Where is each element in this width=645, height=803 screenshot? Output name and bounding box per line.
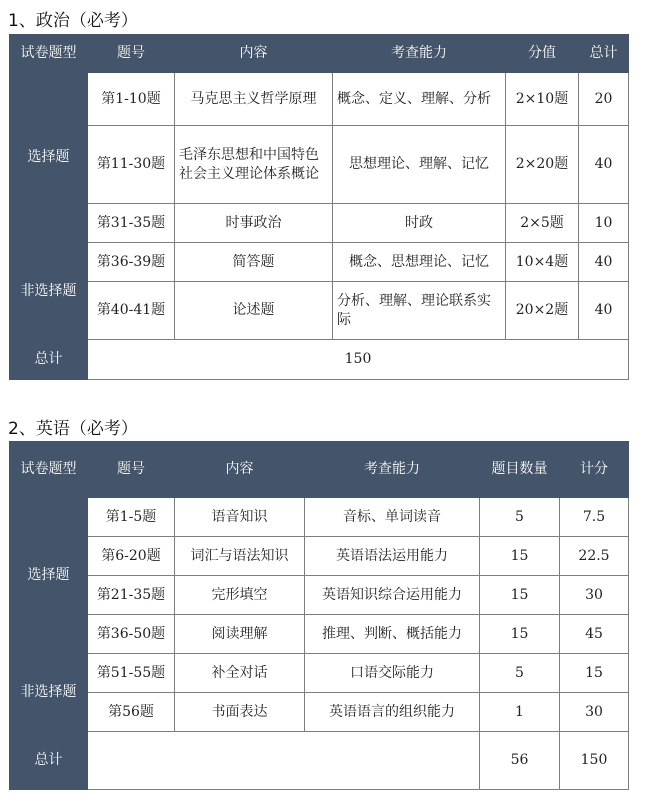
english-exam-table: [9, 441, 629, 790]
header-question-number: 题号: [88, 35, 175, 73]
score: 10×4题: [506, 243, 579, 282]
score: 2×20题: [506, 126, 579, 204]
content: 简答题: [175, 243, 333, 282]
score: 22.5: [560, 537, 629, 576]
question-count: 5: [480, 654, 560, 693]
ability: 时政: [333, 204, 506, 243]
section-title-english: 2、英语（必考）: [8, 419, 138, 439]
score: 2×5题: [506, 204, 579, 243]
total-count: 56: [480, 732, 560, 790]
total: 40: [579, 126, 629, 204]
table-row: [10, 537, 629, 576]
question-number: 第51-55题: [88, 654, 175, 693]
total-value: 150: [88, 340, 629, 380]
question-number: 第21-35题: [88, 576, 175, 615]
question-type-choice: 选择题: [10, 498, 88, 654]
total-label: 总计: [10, 732, 88, 790]
table-row: [10, 73, 629, 126]
ability: 推理、判断、概括能力: [305, 615, 480, 654]
question-count: 15: [480, 537, 560, 576]
table-header-row: [10, 442, 629, 498]
header-question-type: 试卷题型: [10, 35, 88, 73]
table-row: [10, 576, 629, 615]
header-ability: 考查能力: [333, 35, 506, 73]
question-number: 第36-39题: [88, 243, 175, 282]
total-row: [10, 340, 629, 380]
content: 时事政治: [175, 204, 333, 243]
question-count: 5: [480, 498, 560, 537]
question-number: 第40-41题: [88, 282, 175, 340]
header-ability: 考查能力: [305, 442, 480, 498]
question-count: 15: [480, 615, 560, 654]
header-content: 内容: [175, 35, 333, 73]
total-empty-cell: [88, 732, 480, 790]
ability: 概念、定义、理解、分析: [333, 73, 506, 126]
ability: 英语知识综合运用能力: [305, 576, 480, 615]
question-type-non-choice: 非选择题: [10, 243, 88, 340]
content: 论述题: [175, 282, 333, 340]
table-row: [10, 615, 629, 654]
header-score: 计分: [560, 442, 629, 498]
question-count: 15: [480, 576, 560, 615]
header-content: 内容: [175, 442, 305, 498]
score: 7.5: [560, 498, 629, 537]
total: 10: [579, 204, 629, 243]
score: 45: [560, 615, 629, 654]
table-row: [10, 243, 629, 282]
score: 20×2题: [506, 282, 579, 340]
header-question-count: 题目数量: [480, 442, 560, 498]
question-number: 第56题: [88, 693, 175, 732]
question-number: 第36-50题: [88, 615, 175, 654]
content: 书面表达: [175, 693, 305, 732]
question-count: 1: [480, 693, 560, 732]
header-question-type: 试卷题型: [10, 442, 88, 498]
content: 马克思主义哲学原理: [175, 73, 333, 126]
total-label: 总计: [10, 340, 88, 380]
table-row: [10, 654, 629, 693]
content: 语音知识: [175, 498, 305, 537]
ability: 概念、思想理论、记忆: [333, 243, 506, 282]
content: 阅读理解: [175, 615, 305, 654]
header-score: 分值: [506, 35, 579, 73]
table-row: [10, 126, 629, 204]
ability: 分析、理解、理论联系实际: [333, 282, 506, 340]
content: 完形填空: [175, 576, 305, 615]
score: 30: [560, 576, 629, 615]
header-question-number: 题号: [88, 442, 175, 498]
ability: 音标、单词读音: [305, 498, 480, 537]
section-title-politics: 1、政治（必考）: [8, 11, 138, 31]
table-header-row: [10, 35, 629, 73]
table-row: [10, 204, 629, 243]
score: 15: [560, 654, 629, 693]
table-row: [10, 498, 629, 537]
total: 40: [579, 282, 629, 340]
politics-exam-table: [9, 34, 629, 380]
total: 20: [579, 73, 629, 126]
content: 毛泽东思想和中国特色社会主义理论体系概论: [175, 126, 333, 204]
question-number: 第31-35题: [88, 204, 175, 243]
ability: 思想理论、理解、记忆: [333, 126, 506, 204]
score: 30: [560, 693, 629, 732]
question-number: 第1-5题: [88, 498, 175, 537]
header-total: 总计: [579, 35, 629, 73]
total-score: 150: [560, 732, 629, 790]
ability: 英语语法运用能力: [305, 537, 480, 576]
question-type-choice: 选择题: [10, 73, 88, 243]
question-type-non-choice: 非选择题: [10, 654, 88, 732]
table-row: [10, 282, 629, 340]
question-number: 第6-20题: [88, 537, 175, 576]
score: 2×10题: [506, 73, 579, 126]
table-row: [10, 693, 629, 732]
total: 40: [579, 243, 629, 282]
total-row: [10, 732, 629, 790]
question-number: 第11-30题: [88, 126, 175, 204]
question-number: 第1-10题: [88, 73, 175, 126]
content: 补全对话: [175, 654, 305, 693]
content: 词汇与语法知识: [175, 537, 305, 576]
ability: 口语交际能力: [305, 654, 480, 693]
ability: 英语语言的组织能力: [305, 693, 480, 732]
